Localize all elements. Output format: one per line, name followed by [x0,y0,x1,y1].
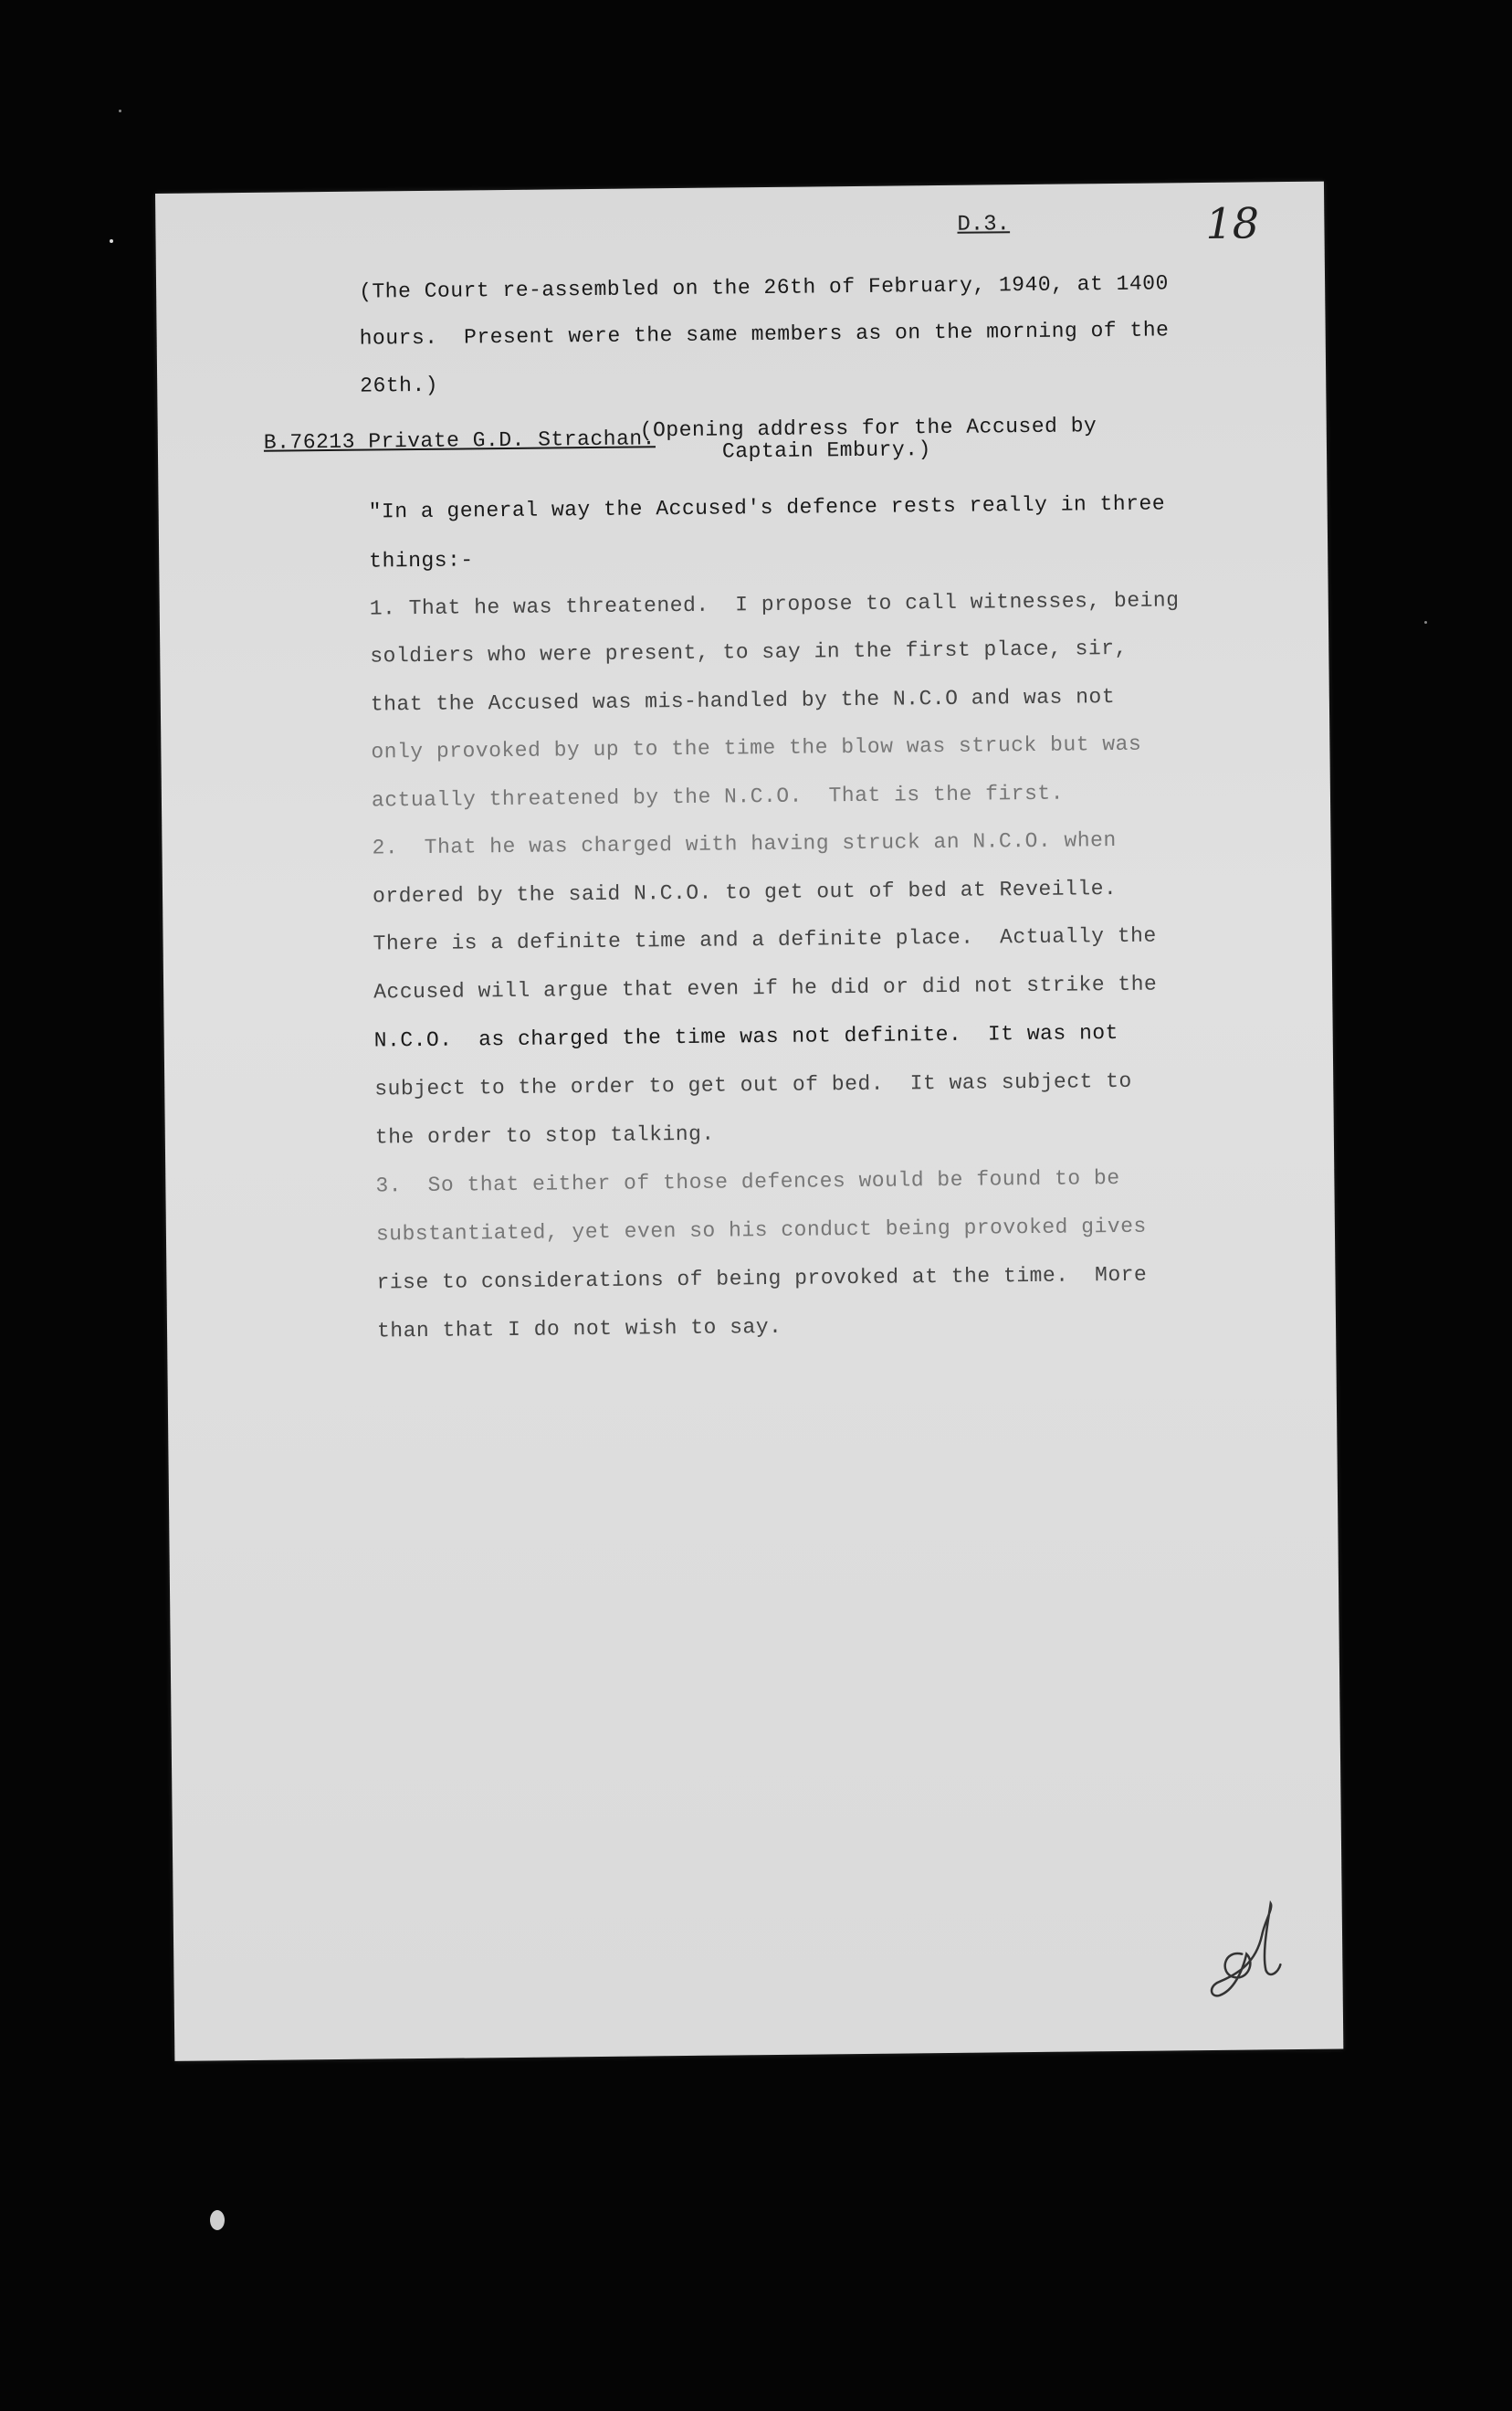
body-line-7: actually threatened by the N.C.O. That is the first. [371,781,1065,813]
body-line-8: 2. That he was charged with having struck an N.C.O. when [372,828,1117,860]
film-speck [210,2210,225,2230]
body-line-10: There is a definite time and a definite place. Actually the [373,923,1157,956]
body-line-6: only provoked by up to the time the blow was struck but was [371,732,1142,764]
document-number: D.3. [957,212,1011,237]
film-speck [110,239,113,243]
intro-line-3: 26th.) [360,373,439,398]
intro-line-2: hours. Present were the same members as on the morning of the [359,318,1170,351]
heading-note-line-1: (Opening address for the Accused by [639,414,1097,443]
body-line-12: N.C.O. as charged the time was not definite. It was not [373,1021,1119,1053]
body-line-14: the order to stop talking. [374,1121,715,1150]
body-line-11: Accused will argue that even if he did or did not strike the [373,972,1158,1005]
film-speck [1424,621,1427,624]
body-line-18: than that I do not wish to say. [376,1314,782,1343]
accused-heading: B.76213 Private G.D. Strachan. [263,426,656,455]
body-line-1: "In a general way the Accused's defence rests really in three [368,491,1166,524]
body-line-13: subject to the order to get out of bed. It was subject to [374,1069,1132,1101]
intro-line-1: (The Court re-assembled on the 26th of February, 1940, at 1400 [359,271,1169,304]
body-line-17: rise to considerations of being provoked at the time. More [376,1262,1148,1295]
film-speck [119,110,121,112]
body-line-2: things:- [369,548,474,574]
body-line-4: soldiers who were present, to say in the first place, sir, [370,636,1128,669]
folio-number: 18 [1205,198,1260,248]
body-line-16: substantiated, yet even so his conduct being provoked gives [375,1214,1147,1247]
document-page [155,182,1343,2061]
body-line-9: ordered by the said N.C.O. to get out of bed at Reveille. [372,877,1118,909]
handwritten-initials-icon [1205,1899,1288,2000]
body-line-5: that the Accused was mis-handled by the N.C.O and was not [370,685,1116,717]
body-line-3: 1. That he was threatened. I propose to call witnesses, being [369,588,1180,621]
body-line-15: 3. So that either of those defences would be found to be [375,1165,1120,1198]
heading-note-line-2: Captain Embury.) [721,437,931,464]
